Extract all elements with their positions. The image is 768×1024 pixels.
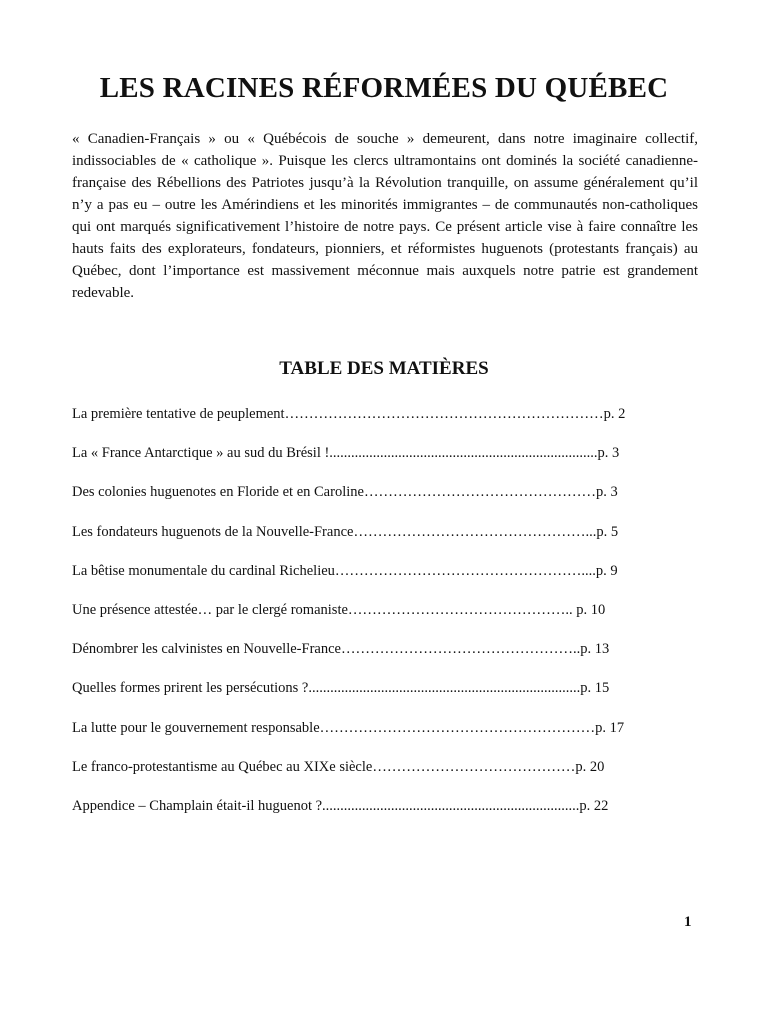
document-title: LES RACINES RÉFORMÉES DU QUÉBEC — [99, 72, 669, 104]
toc-entry[interactable]: La première tentative de peuplement…………………………………………………………p. 2 — [72, 406, 626, 422]
toc-entry[interactable]: Dénombrer les calvinistes en Nouvelle-France…………………………………………..p. 13 — [72, 641, 610, 658]
table-of-contents — [72, 404, 672, 835]
toc-heading: TABLE DES MATIÈRES — [279, 358, 489, 379]
toc-entry[interactable]: Les fondateurs huguenots de la Nouvelle-France…………………………………………...p. 5 — [72, 523, 619, 540]
toc-entry[interactable]: La lutte pour le gouvernement responsable…………………………………………………p. 17 — [72, 719, 625, 736]
toc-entry[interactable]: Des colonies huguenotes en Floride et en Caroline…………………………………………p. 3 — [72, 484, 618, 501]
intro-paragraph: « Canadien-Français » ou « Québécois de souche » demeurent, dans notre imaginaire collectif, indissociables de « catholique ». Puisque les clercs ultramontains ont dominés la société canadienne-française des Rébellions des Patriotes jusqu’à la Révolution tranquille, on assume généralement qu’il n’y a pas eu – outre les Amérindiens et les minorités immigrantes – de communautés non-catholiques qui ont marqués significativement l’histoire de notre pays. Ce présent article vise à faire connaître les hauts faits des explorateurs, fondateurs, pionniers, et réformistes huguenots (protestants français) au Québec, dont l’importance est massivement méconnue mais auxquels notre patrie est grandement redevable. — [72, 131, 698, 301]
page-number: 1 — [684, 914, 692, 930]
toc-entry[interactable]: Appendice – Champlain était-il huguenot ?.......................................................................p. 22 — [72, 797, 609, 814]
toc-entry[interactable]: La bêtise monumentale du cardinal Richelieu……………………………………………....p. 9 — [72, 562, 618, 579]
toc-entry[interactable]: Le franco-protestantisme au Québec au XIXe siècle……………………………………p. 20 — [72, 758, 605, 775]
toc-entry[interactable]: Quelles formes prirent les persécutions ?...........................................................................p. 15 — [72, 680, 610, 697]
toc-entry[interactable]: Une présence attestée… par le clergé romaniste……………………………………….. p. 10 — [72, 601, 606, 618]
toc-entry[interactable]: La « France Antarctique » au sud du Brésil !..........................................................................p. 3 — [72, 445, 620, 462]
